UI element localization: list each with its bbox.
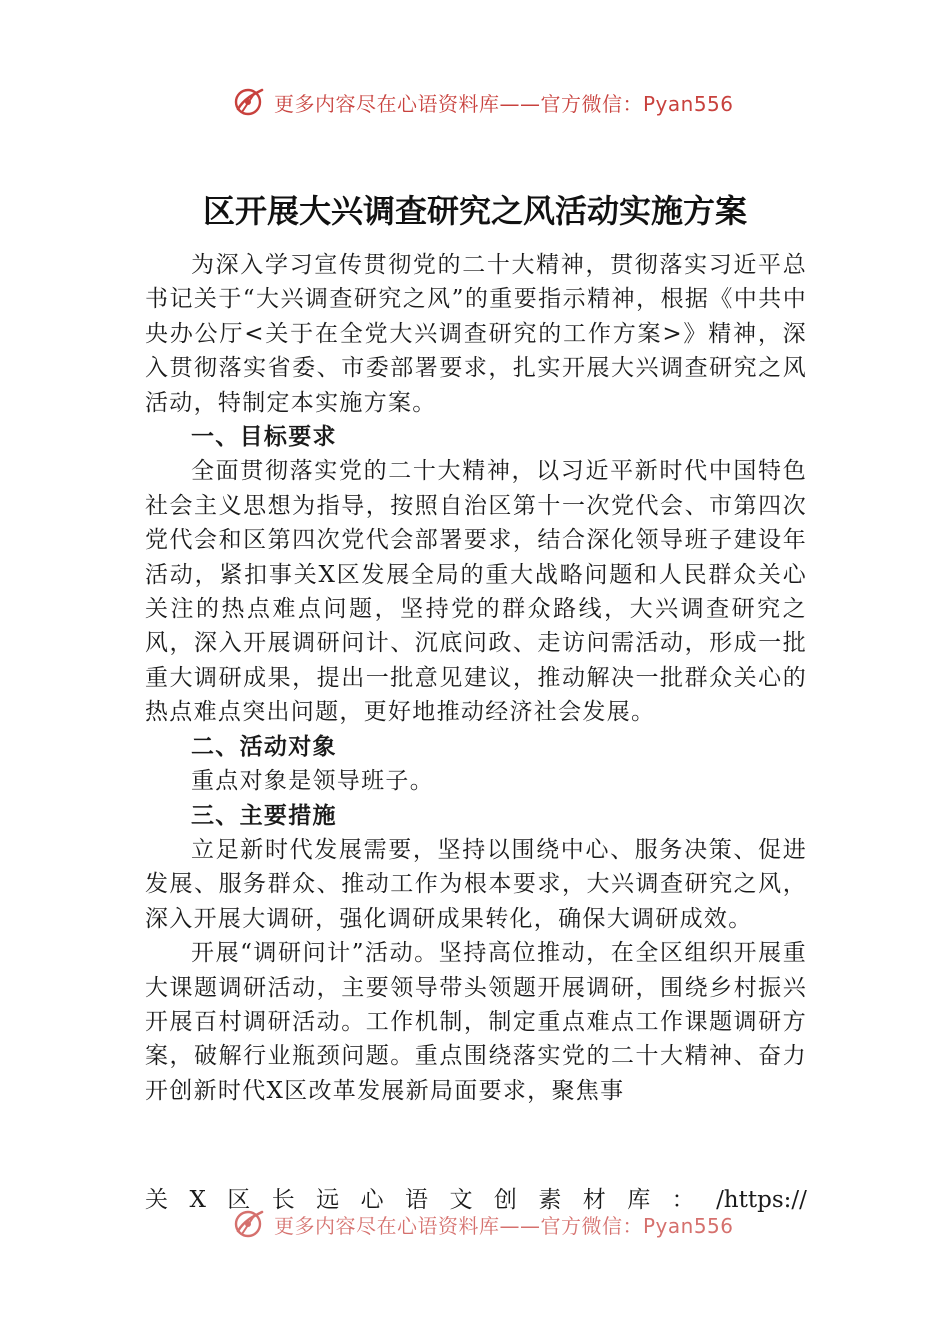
line-char: 关 bbox=[145, 1187, 168, 1213]
line-char: 素 bbox=[538, 1187, 562, 1213]
line-char: 长 bbox=[271, 1187, 295, 1213]
intro-paragraph: 为深入学习宣传贯彻党的二十大精神，贯彻落实习近平总书记关于“大兴调查研究之风”的重要指示精神，根据《中共中央办公厅<关于在全党大兴调查研究的工作方案>》精神，深入贯彻落实省委、市委部署要求，扎实开展大兴调查研究之风活动，特制定本实施方案。 bbox=[145, 252, 807, 416]
line-char: 库 bbox=[627, 1187, 651, 1213]
watermark-text: 更多内容尽在心语资料库——官方微信：Pyan556 bbox=[274, 1213, 734, 1238]
document-body bbox=[145, 248, 807, 1108]
line-char: X bbox=[189, 1187, 206, 1213]
line-char: 语 bbox=[405, 1187, 428, 1213]
watermark-header bbox=[232, 82, 832, 122]
measures-paragraph-1: 立足新时代发展需要，坚持以围绕中心、服务决策、促进发展、服务群众、推动工作为根本要求，大兴调查研究之风，深入开展大调研，强化调研成果转化，确保大调研成效。 bbox=[145, 836, 807, 932]
line-char: ： bbox=[671, 1187, 695, 1213]
targets-paragraph: 重点对象是领导班子。 bbox=[191, 768, 434, 795]
section-heading-targets: 二、活动对象 bbox=[191, 733, 337, 760]
line-char: 远 bbox=[316, 1187, 340, 1213]
section-heading-goals: 一、目标要求 bbox=[191, 424, 337, 451]
line-char: 区 bbox=[227, 1187, 251, 1213]
watermark-footer bbox=[232, 1204, 832, 1244]
measures-paragraph-2: 开展“调研问计”活动。坚持高位推动，在全区组织开展重大课题调研活动，主要领导带头领题开展调研，围绕乡村振兴开展百村调研活动。工作机制，制定重点难点工作课题调研方案，破解行业瓶颈问题。重点围绕落实党的二十大精神、奋力开创新时代X区改革发展新局面要求，聚焦事 bbox=[145, 940, 807, 1104]
line-char: 创 bbox=[493, 1187, 517, 1213]
document-title: 区开展大兴调查研究之风活动实施方案 bbox=[202, 192, 747, 230]
section-heading-measures: 三、主要措施 bbox=[191, 802, 337, 829]
watermark-text: 更多内容尽在心语资料库——官方微信：Pyan556 bbox=[274, 91, 734, 116]
line-url: /https:// bbox=[716, 1187, 807, 1213]
line-char: 心 bbox=[360, 1187, 384, 1213]
line-char: 材 bbox=[582, 1187, 606, 1213]
line-char: 文 bbox=[449, 1187, 473, 1213]
seal-logo-icon bbox=[232, 1207, 266, 1241]
seal-logo-icon bbox=[232, 85, 266, 119]
goals-paragraph: 全面贯彻落实党的二十大精神，以习近平新时代中国特色社会主义思想为指导，按照自治区第十一次党代会、市第四次党代会和区第四次党代会部署要求，结合深化领导班子建设年活动，紧扣事关X区发展全局的重大战略问题和人民群众关心关注的热点难点问题，坚持党的群众路线，大兴调查研究之风，深入开展调研问计、沉底问政、走访问需活动，形成一批重大调研成果，提出一批意见建议，推动解决一批群众关心的热点难点突出问题，更好地推动经济社会发展。 bbox=[145, 458, 807, 726]
